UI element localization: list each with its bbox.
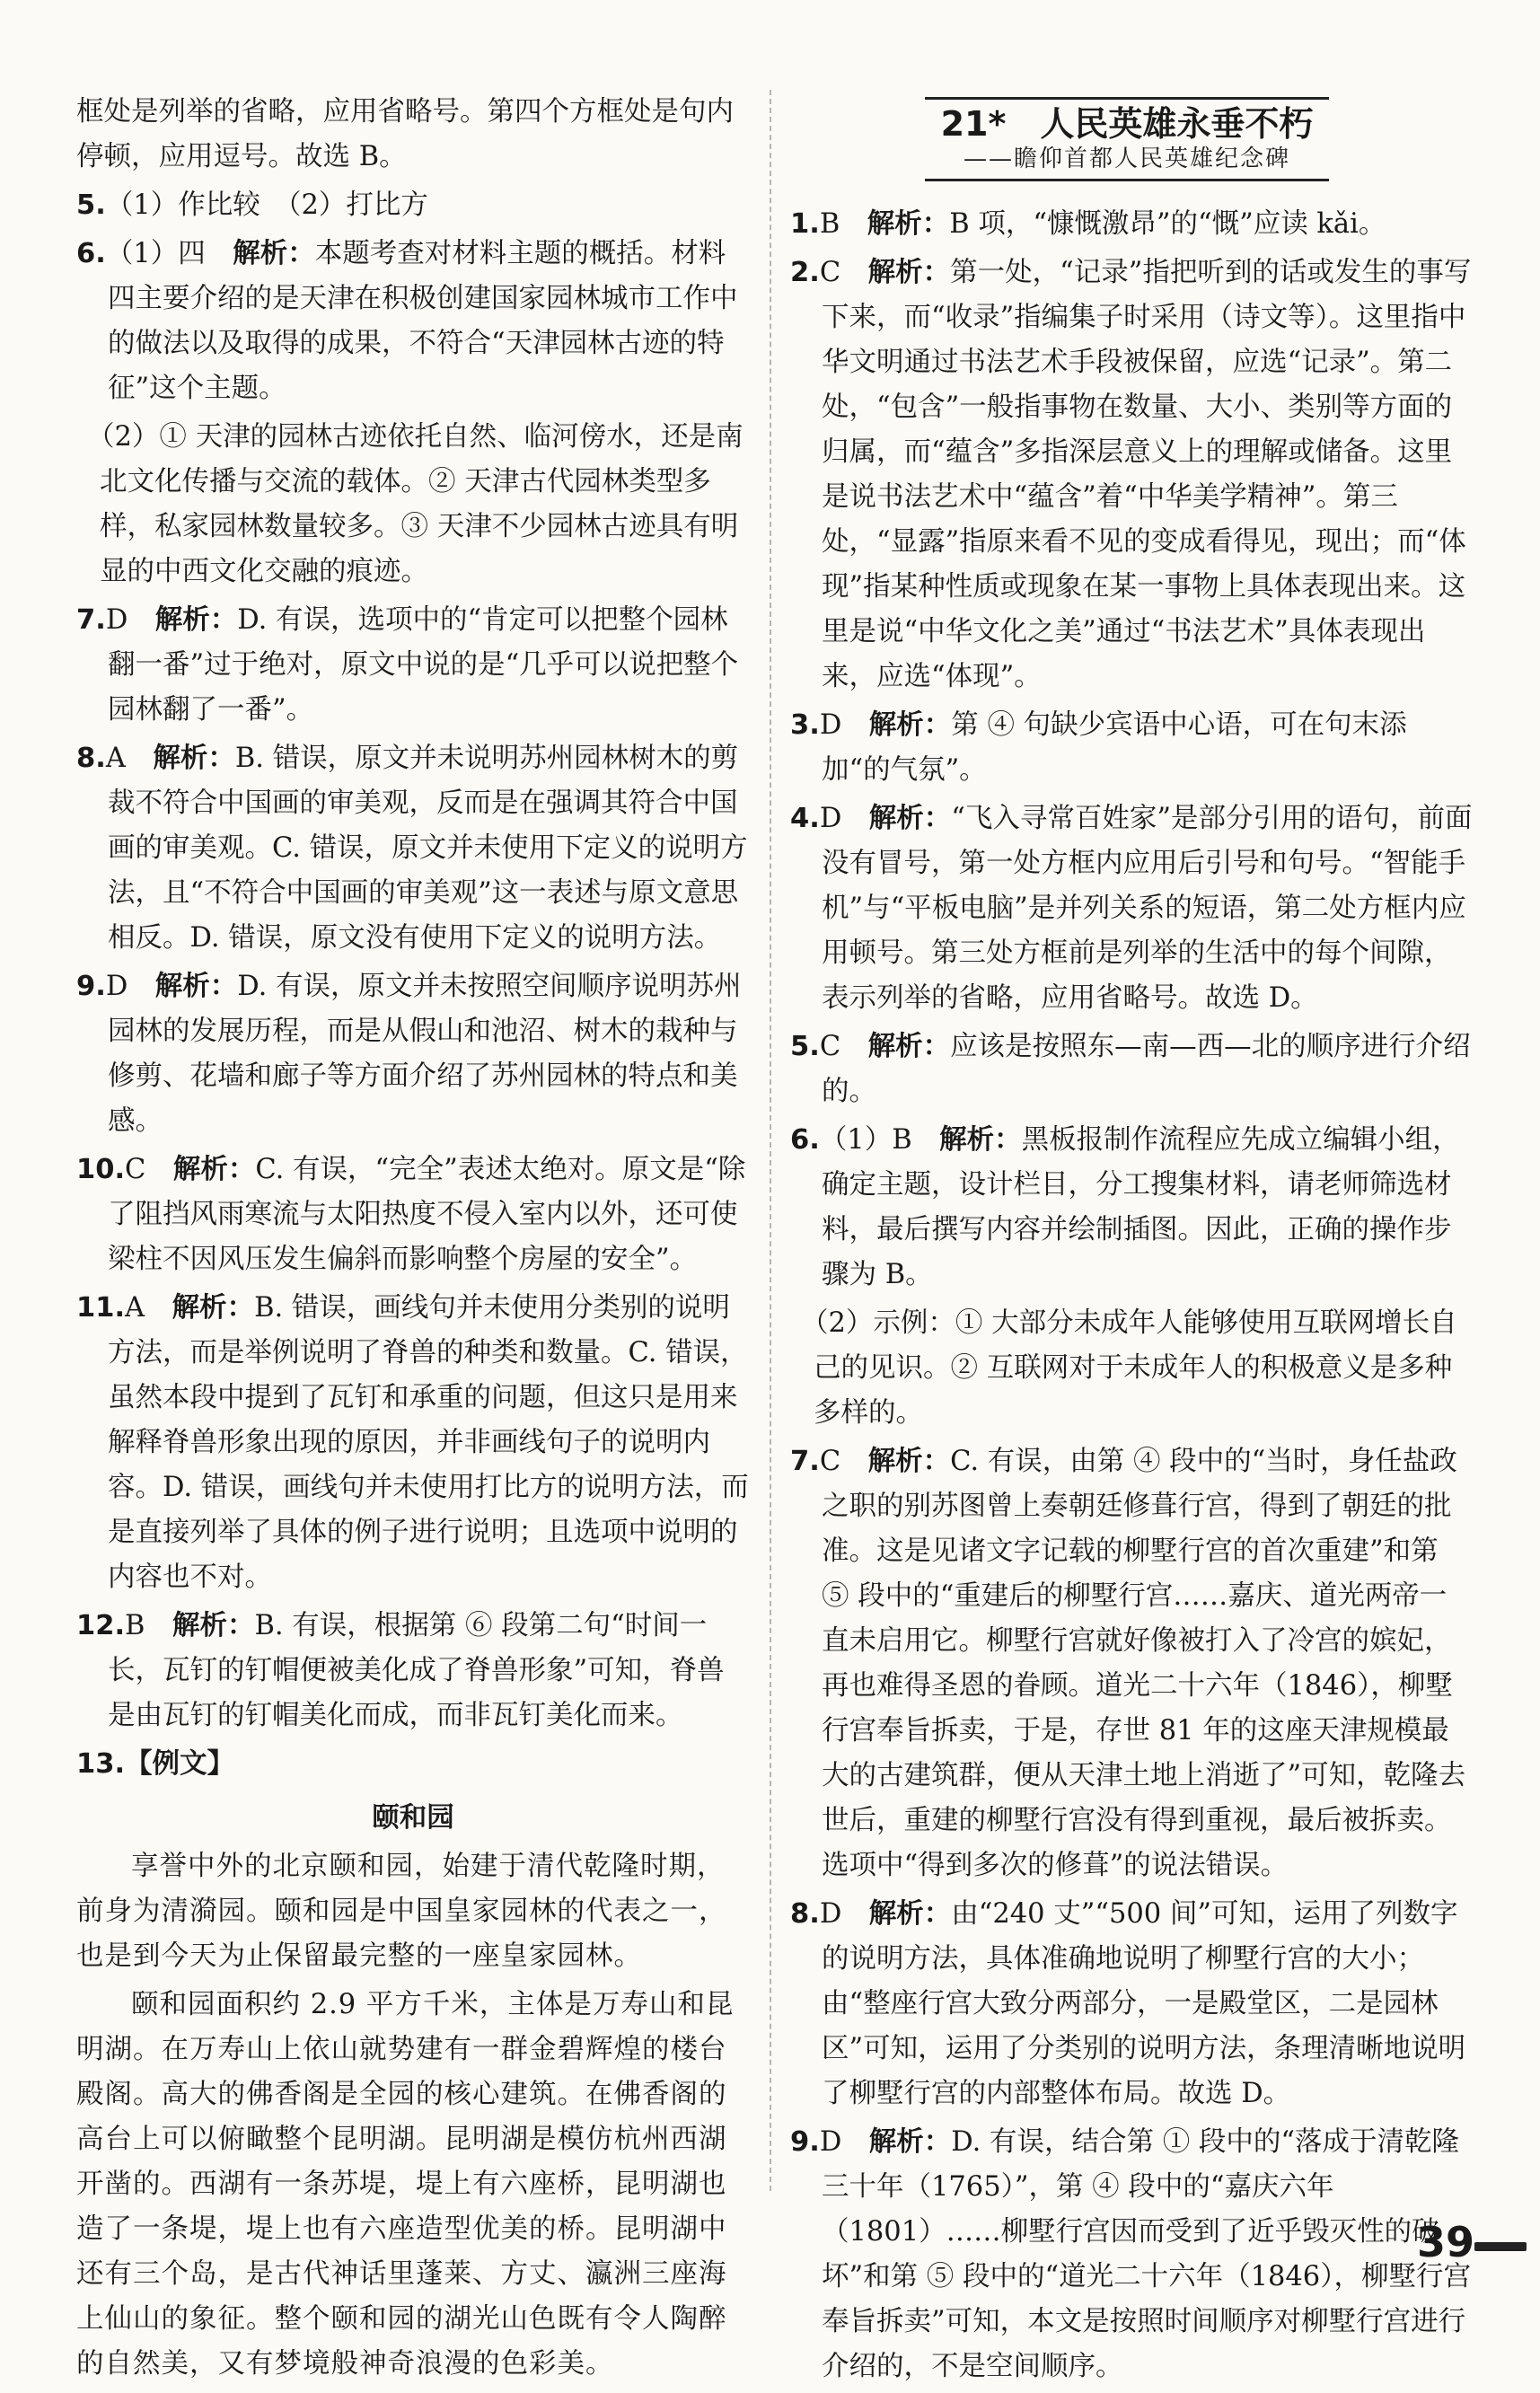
item-text: B. 错误，原文并未说明苏州园林树木的剪裁不符合中国画的审美观，反而是在强调其符合中国画的审美观。C. 错误，原文并未使用下定义的说明方法，且“不符合中国画的审美观”这一表述与原文意思相反。D. 错误，原文没有使用下定义的说明方法。 [108, 743, 748, 954]
analysis-label: 解析： [868, 803, 952, 834]
answer-item-9 [790, 2120, 1473, 2389]
item-number: 6. [76, 238, 106, 269]
answer-item-6 [790, 1118, 1473, 1298]
item-number: 12. [76, 1610, 126, 1641]
item-answer: A [105, 743, 154, 774]
analysis-label: 解析： [154, 604, 238, 636]
answer-item-6-part-2: （2）① 天津的园林古迹依托自然、临河傍水，还是南北文化传播与交流的载体。② 天津古代园林类型多样，私家园林数量较多。③ 天津不少园林古迹具有明显的中西文化交融的痕迹。 [87, 421, 744, 587]
item-answer: C [819, 1446, 868, 1477]
analysis-label: 解析： [868, 1898, 952, 1930]
analysis-label: 解析： [172, 1154, 256, 1185]
item-text: B 项，“慷慨激昂”的“慨”应读 kǎi。 [949, 208, 1386, 240]
right-column [790, 202, 1473, 2393]
answer-item-6-part-2: （2）示例：① 大部分未成年人能够使用互联网增长自己的见识。② 互联网对于未成年人的积极意义是多种多样的。 [801, 1307, 1457, 1429]
item-number: 3. [790, 709, 820, 741]
item-number: 6. [790, 1124, 820, 1156]
answer-item-2 [790, 251, 1473, 699]
item-text: B. 有误，根据第 ⑥ 段第二句“时间一长，瓦钉的钉帽便被美化成了脊兽形象”可知，脊兽是由瓦钉的钉帽美化而成，而非瓦钉美化而来。 [108, 1610, 725, 1731]
analysis-label: 解析： [867, 1446, 951, 1477]
item-answer: D [819, 803, 869, 834]
answer-item-4 [790, 796, 1473, 1021]
answer-item-9 [76, 964, 750, 1144]
item-answer: （1）四 [105, 238, 233, 269]
item-text: D. 有误，原文并未按照空间顺序说明苏州园林的发展历程，而是从假山和池沼、树木的栽种与修剪、花墙和廊子等方面介绍了苏州园林的特点和美感。 [108, 971, 742, 1137]
item-number: 7. [76, 604, 106, 636]
item-number: 9. [76, 971, 106, 1002]
answer-item-7 [790, 1439, 1473, 1888]
analysis-label: 解析： [172, 1292, 255, 1324]
item-number: 7. [790, 1446, 820, 1477]
essay-paragraph: 享誉中外的北京颐和园，始建于清代乾隆时期，前身为清漪园。颐和园是中国皇家园林的代表之一，也是到今天为止保留最完整的一座皇家园林。 [76, 1851, 727, 1972]
item-answer: C [819, 1031, 868, 1062]
item-number: 9. [790, 2126, 820, 2158]
item-text: 应该是按照东—南—西—北的顺序进行介绍的。 [822, 1031, 1471, 1107]
analysis-label: 解析： [939, 1124, 1022, 1156]
item-answer: B [819, 208, 867, 240]
item-number: 10. [76, 1154, 126, 1185]
answer-item-8 [76, 736, 750, 961]
item-text: D. 有误，选项中的“肯定可以把整个园林翻一番”过于绝对，原文中说的是“几乎可以说把整个园林翻了一番”。 [108, 604, 739, 726]
essay-paragraph: 颐和园面积约 2.9 平方千米，主体是万寿山和昆明湖。在万寿山上依山就势建有一群金碧辉煌的楼台殿阁。高大的佛香阁是全园的核心建筑。在佛香阁的高台上可以俯瞰整个昆明湖。昆明湖是模仿杭州西湖开凿的。西湖有一条苏堤，堤上有六座桥，昆明湖也造了一条堤，堤上也有六座造型优美的桥。昆明湖中还有三个岛，是古代神话里蓬莱、方丈、瀛洲三座海上仙山的象征。整个颐和园的湖光山色既有令人陶醉的自然美，又有梦境般神奇浪漫的色彩美。 [76, 1989, 735, 2380]
item-answer: （1）B [819, 1124, 940, 1156]
analysis-label: 解析： [867, 1031, 951, 1062]
item-answer: C [125, 1154, 173, 1185]
essay-title: 颐和园 [372, 1802, 454, 1834]
answer-item-3 [790, 703, 1473, 793]
item-answer: A [125, 1292, 172, 1324]
answer-item-5 [76, 183, 750, 228]
item-answer: D [105, 604, 155, 636]
item-number: 8. [790, 1898, 820, 1930]
continued-answer: 框处是列举的省略，应用省略号。第四个方框处是句内停顿，应用逗号。故选 B。 [76, 96, 734, 172]
lesson-subtitle: ——瞻仰首都人民英雄纪念碑 [963, 145, 1290, 172]
answer-item-8 [790, 1892, 1473, 2116]
item-text: 由“240 丈”“500 间”可知，运用了列数字的说明方法，具体准确地说明了柳墅行宫的大小；由“整座行宫大致分两部分，一是殿堂区，二是园林区”可知，运用了分类别的说明方法，条理清晰地说明了柳墅行宫的内部整体布局。故选 D。 [822, 1898, 1466, 2109]
item-answer: D [819, 709, 869, 741]
answer-item-11 [76, 1286, 750, 1600]
left-column [76, 90, 750, 2390]
item-number: 13. [76, 1748, 126, 1780]
analysis-label: 解析： [867, 208, 950, 240]
answer-item-12 [76, 1604, 750, 1738]
item-text: （1）作比较 （2）打比方 [105, 189, 428, 221]
analysis-label: 解析： [172, 1610, 255, 1641]
analysis-label: 解析： [868, 709, 952, 741]
item-answer: D [819, 1898, 869, 1930]
item-text: C. 有误，由第 ④ 段中的“当时，身任盐政之职的别苏图曾上奏朝廷修葺行宫，得到了朝廷的批准。这是见诸文字记载的柳墅行宫的首次重建”和第 ⑤ 段中的“重建后的柳墅行宫……嘉庆、道光两帝一直未启用它。柳墅行宫就好像被打入了冷宫的嫔妃，再也难得圣恩的眷顾。道光二十六年（1846），柳墅行宫奉旨拆卖，于是，存世 81 年的这座天津规模最大的古建筑群，便从天津土地上消逝了”可知，乾隆去世后，重建的柳墅行宫没有得到重视，最后被拆卖。选项中“得到多次的修葺”的说法错误。 [822, 1446, 1466, 1881]
lesson-header [925, 97, 1329, 181]
item-text: B. 错误，画线句并未使用分类别的说明方法，而是举例说明了脊兽的种类和数量。C. 错误，虽然本段中提到了瓦钉和承重的问题，但这只是用来解释脊兽形象出现的原因，并非画线句子的说明内容。D. 错误，画线句并未使用打比方的说明方法，而是直接列举了具体的例子进行说明；且选项中说明的内容也不对。 [108, 1292, 749, 1593]
answer-item-13 [76, 1742, 750, 1787]
analysis-label: 解析： [868, 2126, 952, 2158]
item-text: “飞入寻常百姓家”是部分引用的语句，前面没有冒号，第一处方框内应用后引号和句号。“智能手机”与“平板电脑”是并列关系的短语，第二处方框内应用顿号。第三处方框前是列举的生活中的每个间隙，表示列举的省略，应用省略号。故选 D。 [822, 803, 1473, 1014]
item-number: 1. [790, 208, 820, 240]
page-number: 39 [1417, 2218, 1475, 2266]
item-number: 8. [76, 743, 106, 774]
item-number: 2. [790, 257, 820, 288]
analysis-label: 解析： [867, 257, 951, 288]
item-text: 本题考查对材料主题的概括。材料四主要介绍的是天津在积极创建国家园林城市工作中的做法以及取得的成果，不符合“天津园林古迹的特征”这个主题。 [108, 238, 738, 404]
item-text: 第 ④ 句缺少宾语中心语，可在句末添加“的气氛”。 [822, 709, 1407, 786]
item-answer: D [105, 971, 155, 1002]
lesson-title: 21* 人民英雄永垂不朽 [940, 104, 1314, 144]
column-divider [770, 90, 771, 2191]
analysis-label: 解析： [153, 743, 235, 774]
answer-item-1 [790, 202, 1473, 247]
item-answer: D [819, 2126, 869, 2158]
item-number: 5. [76, 189, 106, 221]
item-text: C. 有误，“完全”表述太绝对。原文是“除了阻挡风雨寒流与太阳热度不侵入室内以外，还可使梁柱不因风压发生偏斜而影响整个房屋的安全”。 [108, 1154, 746, 1275]
answer-item-7 [76, 598, 750, 733]
item-number: 5. [790, 1031, 820, 1062]
analysis-label: 解析： [154, 971, 238, 1002]
page-number-bar [1474, 2242, 1527, 2251]
item-text: 第一处，“记录”指把听到的话或发生的事写下来，而“收录”指编集子时采用（诗文等）。这里指中华文明通过书法艺术手段被保留，应选“记录”。第二处，“包含”一般指事物在数量、大小、类别等方面的归属，而“蕴含”多指深层意义上的理解或储备。这里是说书法艺术中“蕴含”着“中华美学精神”。第三处，“显露”指原来看不见的变成看得见，现出；而“体现”指某种性质或现象在某一事物上具体表现出来。这里是说“中华文化之美”通过“书法艺术”具体表现出来，应选“体现”。 [822, 257, 1472, 692]
item-answer: B [125, 1610, 172, 1641]
item-text: 黑板报制作流程应先成立编辑小组，确定主题，设计栏目，分工搜集材料，请老师筛选材料，最后撰写内容并绘制插图。因此，正确的操作步骤为 B。 [822, 1124, 1460, 1290]
answer-item-6 [76, 232, 750, 411]
item-number: 11. [76, 1292, 126, 1324]
analysis-label: 解析： [233, 238, 315, 269]
item-number: 4. [790, 803, 820, 834]
example-label: 【例文】 [125, 1748, 235, 1780]
answer-item-5 [790, 1025, 1473, 1114]
answer-item-10 [76, 1148, 750, 1282]
item-text: D. 有误，结合第 ① 段中的“落成于清乾隆三十年（1765）”，第 ④ 段中的“嘉庆六年（1801）……柳墅行宫因而受到了近乎毁灭性的破坏”和第 ⑤ 段中的“道光二十六年（1846），柳墅行宫奉旨拆卖”可知，本文是按照时间顺序对柳墅行宫进行介绍的，不是空间顺序。 [822, 2126, 1471, 2382]
item-answer: C [819, 257, 868, 288]
